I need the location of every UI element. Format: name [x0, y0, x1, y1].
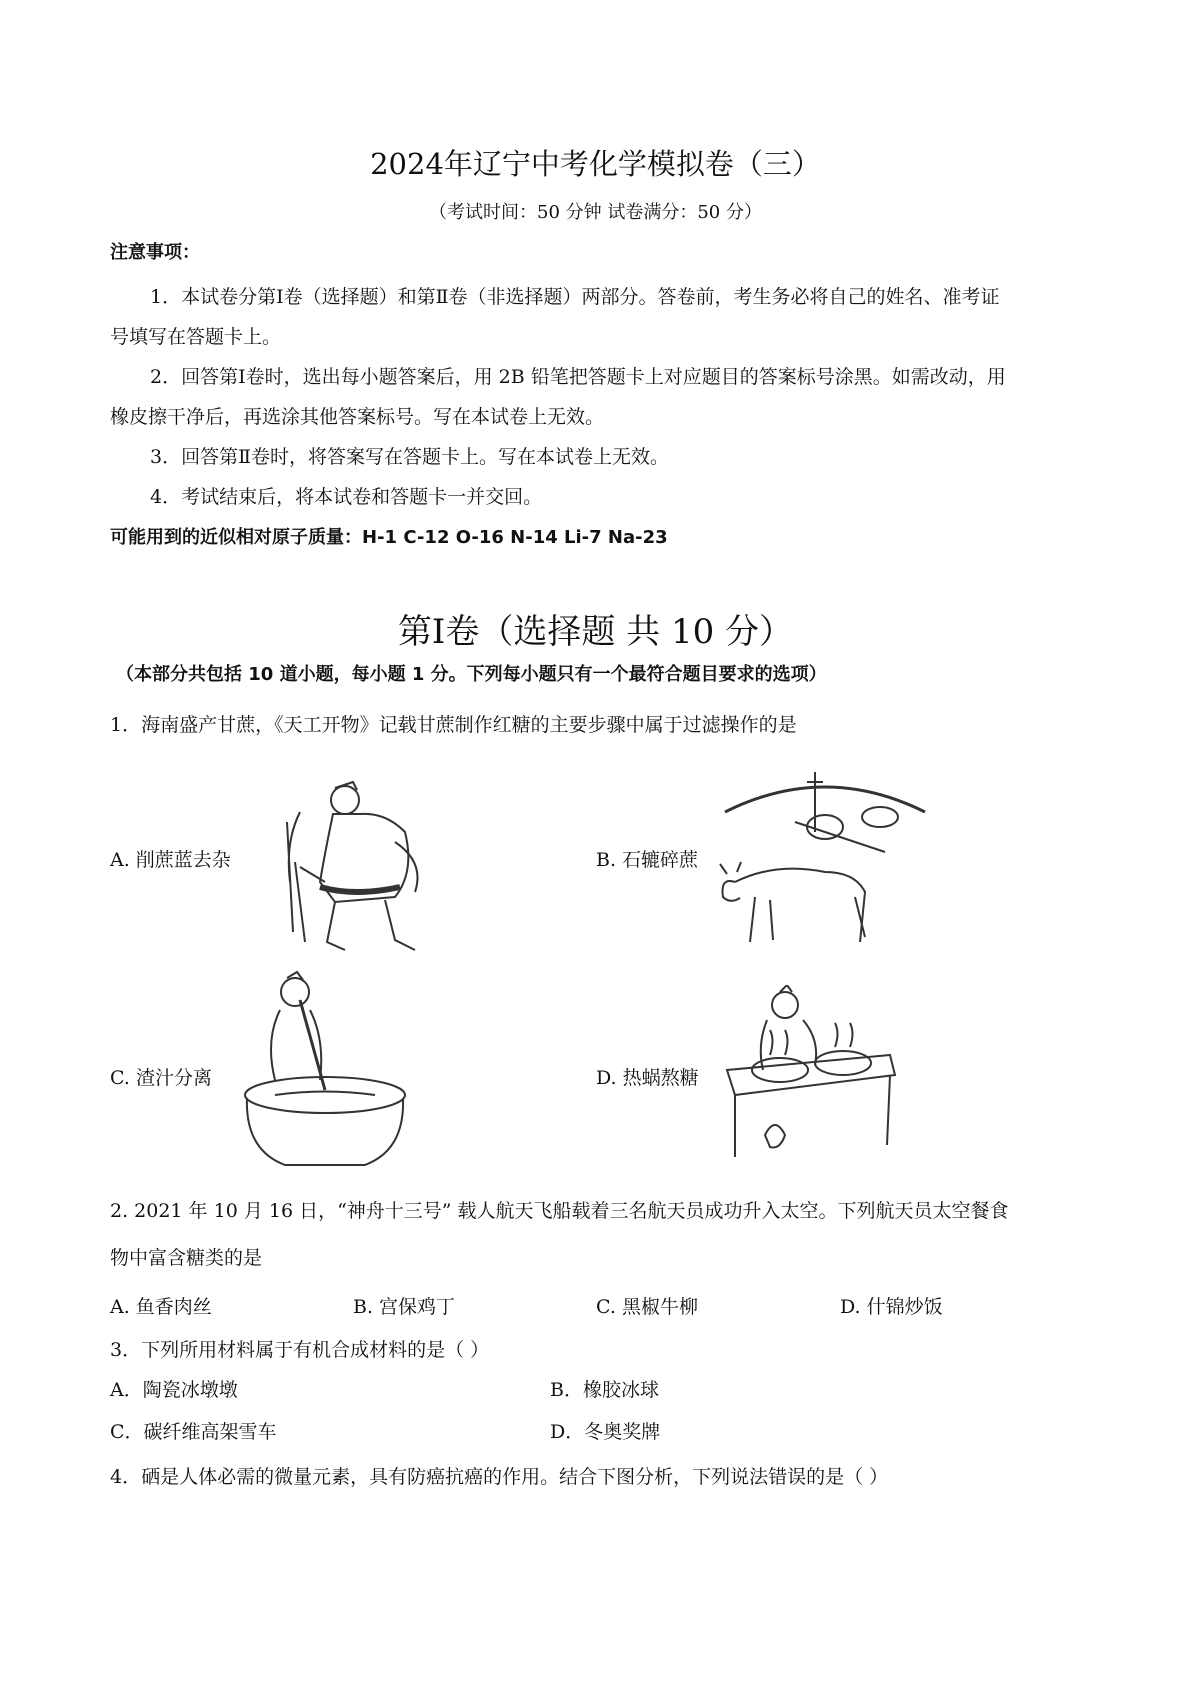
- exam-info: （考试时间：50 分钟 试卷满分：50 分）: [429, 202, 762, 223]
- q1-option-c[interactable]: C. 渣汁分离: [110, 1067, 212, 1089]
- note-item-2-cont: 橡皮擦干净后，再选涂其他答案标号。写在本试卷上无效。: [110, 406, 605, 428]
- question-2-stem-cont: 物中富含糖类的是: [110, 1247, 263, 1269]
- q1-option-a[interactable]: A. 削蔗蓝去杂: [110, 849, 231, 871]
- question-1-stem: 1．海南盛产甘蔗，《天工开物》记载甘蔗制作红糖的主要步骤中属于过滤操作的是: [110, 714, 797, 736]
- ox-grinding-mill-illustration: [715, 772, 935, 952]
- q2-option-c[interactable]: C. 黑椒牛柳: [596, 1296, 698, 1318]
- page-title: 2024年辽宁中考化学模拟卷（三）: [370, 147, 821, 181]
- note-item-4: 4．考试结束后，将本试卷和答题卡一并交回。: [150, 486, 543, 508]
- question-4-stem: 4．硒是人体必需的微量元素，具有防癌抗癌的作用。结合下图分析，下列说法错误的是（ ）: [110, 1466, 889, 1488]
- atomic-masses: 可能用到的近似相对原子质量：H-1 C-12 O-16 N-14 Li-7 Na-23: [110, 527, 668, 548]
- q1-option-b[interactable]: B. 石辘碎蔗: [596, 849, 699, 871]
- note-item-1-cont: 号填写在答题卡上。: [110, 326, 282, 348]
- man-peeling-sugarcane-illustration: [265, 772, 450, 962]
- q3-option-d[interactable]: D．冬奥奖牌: [550, 1421, 661, 1443]
- q1-option-d[interactable]: D. 热蜗熬糖: [596, 1067, 699, 1089]
- q2-option-b[interactable]: B. 宫保鸡丁: [353, 1296, 456, 1318]
- note-item-1: 1．本试卷分第Ⅰ卷（选择题）和第Ⅱ卷（非选择题）两部分。答卷前，考生务必将自己的姓名、准考证: [150, 286, 1000, 308]
- q2-option-a[interactable]: A. 鱼香肉丝: [110, 1296, 212, 1318]
- question-3-stem: 3．下列所用材料属于有机合成材料的是（ ）: [110, 1339, 490, 1361]
- q3-option-c[interactable]: C．碳纤维高架雪车: [110, 1421, 277, 1443]
- q3-option-b[interactable]: B．橡胶冰球: [550, 1379, 659, 1401]
- notes-heading: 注意事项：: [110, 242, 200, 263]
- note-item-3: 3．回答第Ⅱ卷时，将答案写在答题卡上。写在本试卷上无效。: [150, 446, 670, 468]
- q3-option-a[interactable]: A．陶瓷冰墩墩: [110, 1379, 238, 1401]
- question-2-stem: 2. 2021 年 10 月 16 日，“神舟十三号” 载人航天飞船载着三名航天员成功升入太空。下列航天员太空餐食: [110, 1200, 1009, 1222]
- section-title: 第Ⅰ卷（选择题 共 10 分）: [397, 612, 794, 652]
- note-item-2: 2．回答第Ⅰ卷时，选出每小题答案后，用 2B 铅笔把答题卡上对应题目的答案标号涂黑。如需改动，用: [150, 366, 1006, 388]
- section-instruction: （本部分共包括 10 道小题，每小题 1 分。下列每小题只有一个最符合题目要求的选项）: [116, 664, 827, 685]
- boiling-sugar-stove-illustration: [725, 985, 900, 1160]
- q2-option-d[interactable]: D. 什锦炒饭: [840, 1296, 943, 1318]
- man-stirring-vat-illustration: [235, 970, 415, 1170]
